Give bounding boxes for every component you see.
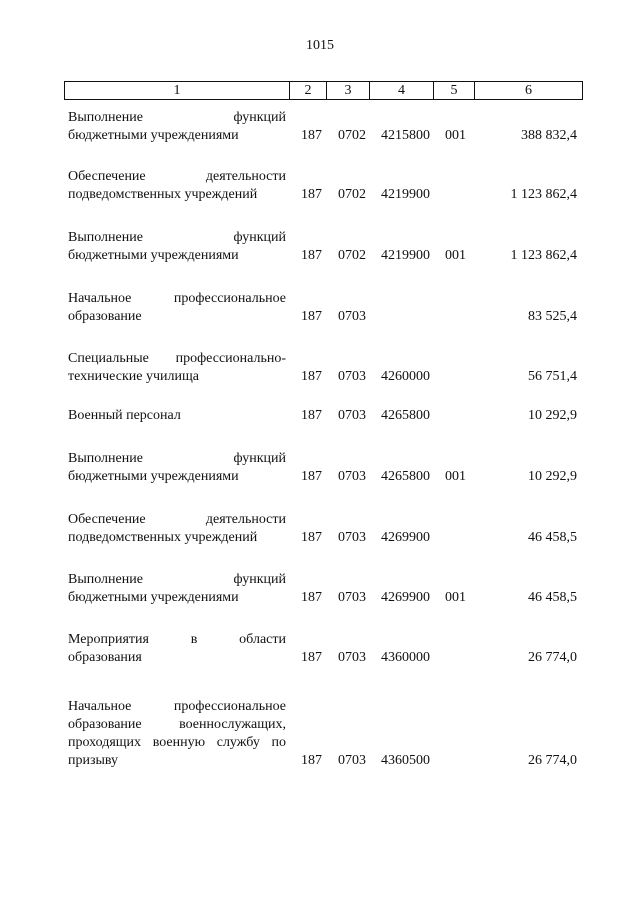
row-col-2: 187 bbox=[301, 369, 322, 384]
row-col-2: 187 bbox=[301, 590, 322, 605]
row-col-4: 4219900 bbox=[381, 248, 430, 263]
page-number: 1015 bbox=[306, 38, 334, 53]
row-name-line: бюджетными учреждениями bbox=[68, 248, 239, 263]
header-col-4: 4 bbox=[370, 82, 434, 99]
row-col-6: 388 832,4 bbox=[521, 128, 577, 143]
row-name-line: Специальные профессионально- bbox=[68, 351, 286, 366]
row-name-line: подведомственных учреждений bbox=[68, 530, 258, 545]
row-name-line: Обеспечение деятельности bbox=[68, 169, 286, 184]
row-name-line: Обеспечение деятельности bbox=[68, 512, 286, 527]
header-col-2: 2 bbox=[290, 82, 327, 99]
row-col-3: 0703 bbox=[338, 753, 366, 768]
table-header bbox=[64, 81, 583, 100]
row-name bbox=[68, 407, 286, 425]
row-col-3: 0702 bbox=[338, 248, 366, 263]
row-col-4: 4269900 bbox=[381, 530, 430, 545]
row-col-2: 187 bbox=[301, 187, 322, 202]
row-name bbox=[68, 350, 286, 386]
row-col-6: 10 292,9 bbox=[528, 469, 577, 484]
row-name-line: Выполнение функций bbox=[68, 572, 286, 587]
row-col-2: 187 bbox=[301, 469, 322, 484]
row-col-6: 1 123 862,4 bbox=[510, 187, 577, 202]
row-name bbox=[68, 229, 286, 265]
row-col-3: 0702 bbox=[338, 128, 366, 143]
row-col-3: 0703 bbox=[338, 369, 366, 384]
row-col-5: 001 bbox=[445, 248, 466, 263]
row-col-2: 187 bbox=[301, 248, 322, 263]
row-name-line: Начальное профессиональное bbox=[68, 699, 286, 714]
row-name bbox=[68, 450, 286, 486]
row-name-line: бюджетными учреждениями bbox=[68, 469, 239, 484]
row-col-4: 4269900 bbox=[381, 590, 430, 605]
row-name-line: образование военнослужащих, bbox=[68, 717, 286, 732]
row-name bbox=[68, 511, 286, 547]
row-name-line: образования bbox=[68, 650, 142, 665]
row-col-2: 187 bbox=[301, 309, 322, 324]
row-col-3: 0703 bbox=[338, 309, 366, 324]
row-name bbox=[68, 290, 286, 326]
row-name bbox=[68, 109, 286, 145]
row-col-4: 4265800 bbox=[381, 469, 430, 484]
row-col-3: 0703 bbox=[338, 590, 366, 605]
row-col-6: 46 458,5 bbox=[528, 530, 577, 545]
row-col-4: 4260000 bbox=[381, 369, 430, 384]
row-col-2: 187 bbox=[301, 530, 322, 545]
row-col-6: 26 774,0 bbox=[528, 753, 577, 768]
header-col-5: 5 bbox=[434, 82, 475, 99]
row-name-line: бюджетными учреждениями bbox=[68, 128, 239, 143]
row-col-3: 0703 bbox=[338, 530, 366, 545]
row-name bbox=[68, 168, 286, 204]
row-col-4: 4219900 bbox=[381, 187, 430, 202]
row-col-5: 001 bbox=[445, 128, 466, 143]
row-col-4: 4215800 bbox=[381, 128, 430, 143]
row-col-3: 0703 bbox=[338, 469, 366, 484]
row-col-3: 0703 bbox=[338, 408, 366, 423]
row-col-6: 1 123 862,4 bbox=[510, 248, 577, 263]
row-col-3: 0702 bbox=[338, 187, 366, 202]
row-col-4: 4360500 bbox=[381, 753, 430, 768]
row-col-4: 4265800 bbox=[381, 408, 430, 423]
row-name-line: призыву bbox=[68, 753, 119, 768]
row-name-line: бюджетными учреждениями bbox=[68, 590, 239, 605]
row-name-line: проходящих военную службу по bbox=[68, 735, 286, 750]
row-col-2: 187 bbox=[301, 753, 322, 768]
row-col-6: 26 774,0 bbox=[528, 650, 577, 665]
row-name-line: технические училища bbox=[68, 369, 199, 384]
row-name-line: Выполнение функций bbox=[68, 451, 286, 466]
row-col-5: 001 bbox=[445, 590, 466, 605]
row-name bbox=[68, 631, 286, 667]
row-col-3: 0703 bbox=[338, 650, 366, 665]
header-col-1: 1 bbox=[65, 82, 290, 99]
row-name bbox=[68, 571, 286, 607]
row-name bbox=[68, 698, 286, 770]
row-name-line: Начальное профессиональное bbox=[68, 291, 286, 306]
row-col-5: 001 bbox=[445, 469, 466, 484]
row-col-2: 187 bbox=[301, 408, 322, 423]
row-name-line: Мероприятия в области bbox=[68, 632, 286, 647]
row-name-line: Выполнение функций bbox=[68, 230, 286, 245]
header-col-3: 3 bbox=[327, 82, 370, 99]
row-col-2: 187 bbox=[301, 650, 322, 665]
row-name-line: подведомственных учреждений bbox=[68, 187, 258, 202]
row-name-line: Выполнение функций bbox=[68, 110, 286, 125]
row-col-6: 83 525,4 bbox=[528, 309, 577, 324]
row-name-line: Военный персонал bbox=[68, 408, 181, 423]
header-col-6: 6 bbox=[525, 83, 532, 98]
row-col-4: 4360000 bbox=[381, 650, 430, 665]
row-col-2: 187 bbox=[301, 128, 322, 143]
row-col-6: 10 292,9 bbox=[528, 408, 577, 423]
row-name-line: образование bbox=[68, 309, 142, 324]
row-col-6: 56 751,4 bbox=[528, 369, 577, 384]
row-col-6: 46 458,5 bbox=[528, 590, 577, 605]
